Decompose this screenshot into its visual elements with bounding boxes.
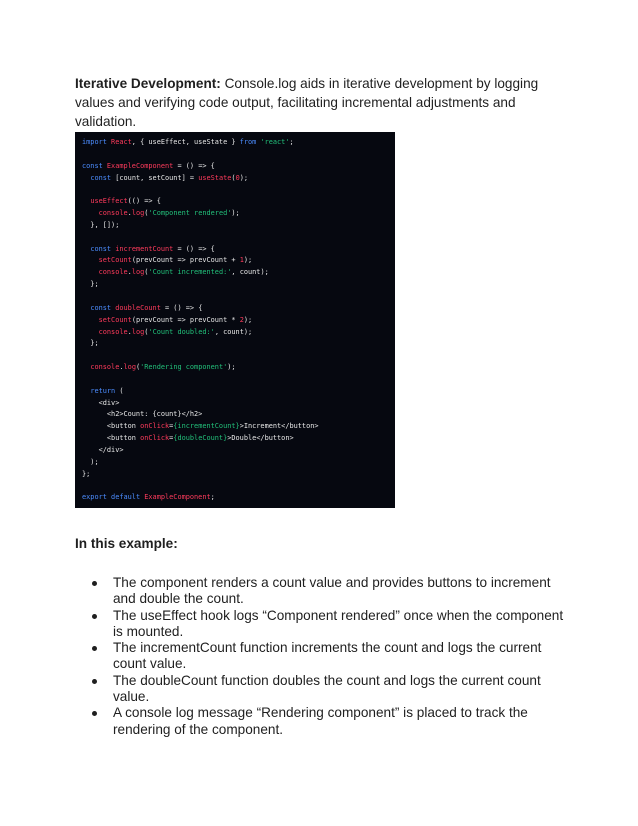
list-item-text: A console log message “Rendering component” is placed to track the rendering of the component. bbox=[113, 705, 528, 737]
code-token: ExampleComponent bbox=[106, 161, 174, 170]
intro-text: Console.log aids in iterative development by logging values and verifying code output, facilitating incremental adjustments and validation. bbox=[75, 76, 539, 129]
code-token bbox=[82, 256, 99, 264]
code-token bbox=[82, 328, 99, 336]
code-token: setCount bbox=[98, 256, 132, 265]
code-line bbox=[82, 232, 319, 244]
code-token: {incrementCount} bbox=[173, 422, 240, 431]
code-line bbox=[82, 492, 319, 504]
code-token: ; bbox=[210, 493, 215, 502]
code-token: = bbox=[169, 422, 174, 431]
code-token: <h2>Count: {count}</h2> bbox=[82, 410, 203, 419]
list-item bbox=[75, 673, 575, 706]
code-token: React bbox=[111, 138, 132, 146]
code-token: ( bbox=[135, 363, 141, 372]
code-line bbox=[82, 208, 319, 220]
code-line bbox=[82, 149, 319, 161]
code-token: import bbox=[82, 138, 112, 146]
code-token: const bbox=[82, 161, 107, 170]
list-item bbox=[75, 608, 575, 641]
code-token: useEffect bbox=[90, 197, 128, 206]
code-line bbox=[82, 374, 319, 386]
code-token: ); bbox=[243, 256, 253, 265]
code-token: <div> bbox=[82, 398, 120, 407]
code-token bbox=[82, 316, 99, 324]
code-token: 'Count doubled:' bbox=[148, 327, 215, 336]
code-token: log bbox=[131, 268, 145, 277]
bullet-dot-icon bbox=[92, 679, 97, 684]
list-item-text: The doubleCount function doubles the count and logs the current count value. bbox=[113, 672, 541, 705]
code-token: }; bbox=[82, 339, 99, 348]
code-line bbox=[82, 137, 319, 149]
code-token: <button bbox=[82, 422, 141, 431]
code-token: setCount bbox=[98, 315, 132, 324]
code-token: ); bbox=[243, 315, 253, 324]
code-token: onClick bbox=[140, 434, 170, 443]
code-line bbox=[82, 291, 319, 303]
list-item bbox=[75, 575, 575, 608]
code-token: log bbox=[123, 363, 136, 372]
bullet-dot-icon bbox=[92, 646, 97, 651]
code-token: console bbox=[98, 327, 128, 336]
code-token: onClick bbox=[140, 422, 170, 431]
code-token: , count); bbox=[214, 327, 253, 336]
code-token: ); bbox=[227, 363, 236, 372]
code-line bbox=[82, 303, 319, 315]
code-line bbox=[82, 362, 319, 374]
code-line bbox=[82, 480, 319, 492]
code-token: 'Rendering component' bbox=[140, 363, 228, 372]
code-token: ( bbox=[231, 173, 236, 182]
code-token: from bbox=[239, 138, 261, 146]
code-line bbox=[82, 267, 319, 279]
code-line bbox=[82, 161, 319, 173]
code-token: ); bbox=[231, 209, 240, 218]
code-token: export bbox=[82, 493, 112, 502]
code-token: 'Count incremented:' bbox=[148, 268, 232, 277]
code-line bbox=[82, 315, 319, 327]
code-token: ( bbox=[144, 209, 149, 218]
list-item-text: The incrementCount function increments the count and logs the current count value. bbox=[113, 640, 542, 672]
code-token: >Increment</button> bbox=[239, 422, 319, 431]
code-token: ( bbox=[119, 386, 124, 395]
code-line bbox=[82, 421, 319, 433]
code-line bbox=[82, 220, 319, 232]
code-token: doubleCount bbox=[115, 303, 161, 312]
code-token: 'Component rendered' bbox=[148, 209, 232, 218]
code-token: const bbox=[90, 244, 116, 253]
list-item bbox=[75, 705, 575, 738]
code-token: const bbox=[90, 173, 116, 182]
code-token: ExampleComponent bbox=[144, 493, 211, 502]
code-token: 2 bbox=[239, 315, 244, 324]
code-token: log bbox=[131, 209, 145, 218]
code-line bbox=[82, 184, 319, 196]
code-token bbox=[82, 268, 99, 276]
code-token bbox=[82, 209, 99, 217]
code-token: ); bbox=[239, 173, 249, 182]
code-line bbox=[82, 255, 319, 267]
code-line bbox=[82, 409, 319, 421]
code-token: . bbox=[127, 268, 132, 277]
section-heading: In this example: bbox=[75, 536, 178, 551]
code-token: </div> bbox=[82, 445, 124, 454]
code-line bbox=[82, 338, 319, 350]
code-token: }; bbox=[82, 280, 99, 289]
code-token: <button bbox=[82, 434, 141, 443]
code-line bbox=[82, 386, 319, 398]
code-token: incrementCount bbox=[115, 244, 174, 253]
bullet-dot-icon bbox=[92, 711, 97, 716]
code-token: = () => { bbox=[160, 303, 203, 312]
code-line bbox=[82, 433, 319, 445]
code-token: const bbox=[90, 303, 116, 312]
code-token: (prevCount => prevCount + bbox=[131, 256, 240, 265]
code-token: 1 bbox=[239, 256, 244, 265]
code-token: . bbox=[127, 327, 132, 336]
code-line bbox=[82, 279, 319, 291]
list-item-text: The component renders a count value and provides buttons to increment and double the count. bbox=[113, 575, 551, 607]
intro-paragraph bbox=[75, 74, 575, 131]
code-token: {doubleCount} bbox=[173, 434, 228, 443]
code-line bbox=[82, 244, 319, 256]
code-token: . bbox=[119, 363, 124, 372]
code-token: 'react' bbox=[260, 138, 290, 146]
code-token: default bbox=[111, 493, 145, 502]
code-token: console bbox=[90, 363, 120, 372]
code-token: ( bbox=[144, 268, 149, 277]
code-token: , count); bbox=[231, 268, 269, 277]
code-token: ( bbox=[144, 327, 149, 336]
code-line bbox=[82, 196, 319, 208]
code-token: 0 bbox=[235, 173, 240, 182]
code-token: useState bbox=[198, 173, 232, 182]
code-token: console bbox=[98, 209, 128, 218]
code-token: = bbox=[169, 434, 174, 443]
code-token: ; bbox=[289, 138, 294, 146]
bullet-list bbox=[75, 575, 575, 738]
code-line bbox=[82, 445, 319, 457]
code-token: = () => { bbox=[173, 161, 215, 170]
bullet-dot-icon bbox=[92, 581, 97, 586]
code-token: (prevCount => prevCount * bbox=[131, 315, 240, 324]
code-block bbox=[75, 132, 395, 508]
code-token: (() => { bbox=[127, 197, 161, 206]
code-line bbox=[82, 457, 319, 469]
code-line bbox=[82, 469, 319, 481]
code-token: , { useEffect, useState } bbox=[131, 138, 240, 146]
code-token: ); bbox=[82, 457, 99, 466]
list-item bbox=[75, 640, 575, 673]
code-token: [count, setCount] = bbox=[115, 173, 199, 182]
code-token: return bbox=[90, 386, 120, 395]
code-content bbox=[82, 137, 319, 504]
code-token: . bbox=[127, 209, 132, 218]
code-token: console bbox=[98, 268, 128, 277]
code-token: >Double</button> bbox=[227, 434, 294, 443]
code-line bbox=[82, 173, 319, 185]
code-token: log bbox=[131, 327, 145, 336]
list-item-text: The useEffect hook logs “Component rendered” once when the component is mounted. bbox=[113, 607, 564, 639]
code-line bbox=[82, 350, 319, 362]
code-line bbox=[82, 327, 319, 339]
bullet-dot-icon bbox=[92, 614, 97, 619]
code-token: }; bbox=[82, 469, 91, 478]
code-token: = () => { bbox=[173, 244, 215, 253]
code-token: }, []); bbox=[82, 220, 120, 229]
intro-label: Iterative Development: bbox=[75, 76, 221, 91]
code-line bbox=[82, 398, 319, 410]
